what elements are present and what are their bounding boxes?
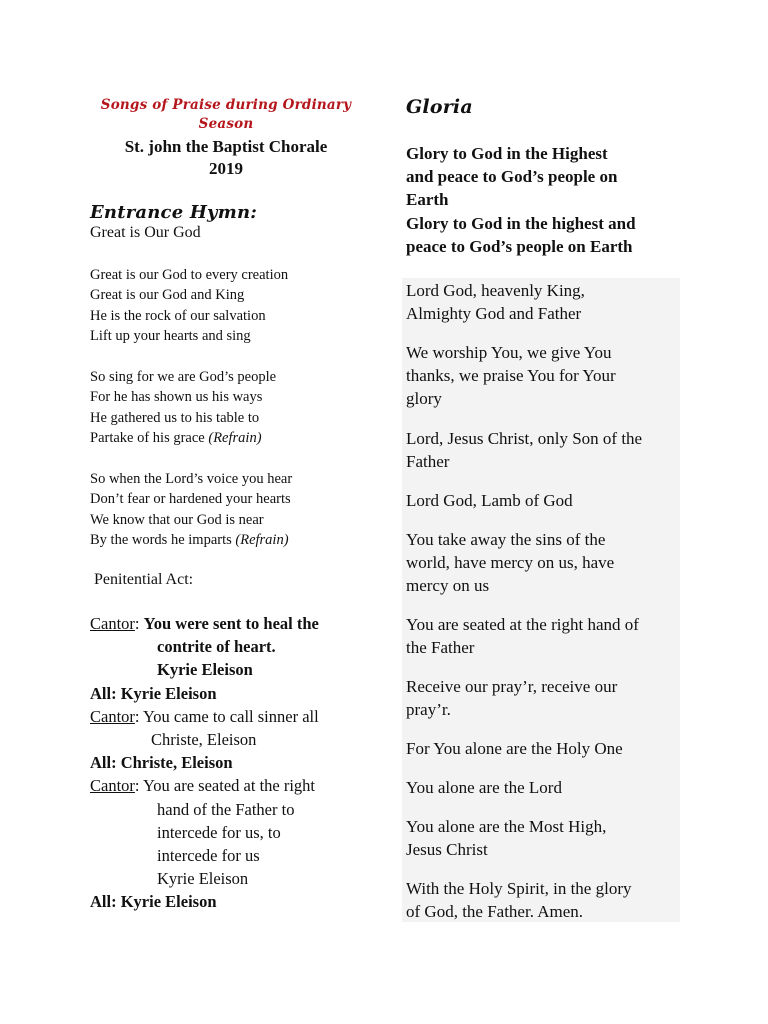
refrain-marker: (Refrain) [235, 531, 289, 548]
gloria-intro: Glory to God in the Highest and peace to God’s people on Earth Glory to God in the highest and peace to God’s people on Earth [406, 144, 636, 256]
refrain-marker: (Refrain) [208, 429, 262, 446]
gloria-stanza: Lord, Jesus Christ, only Son of the Father [406, 429, 643, 472]
verse-2: So sing for we are God’s people For he has shown us his ways He gathered us to his table to Partake of his grace (Refrain) [90, 369, 277, 446]
gloria-stanza: Lord God, Lamb of God [406, 491, 573, 510]
verse-3: So when the Lord’s voice you hear Don’t fear or hardened your hearts We know that our God is near By the words he imparts (Refrain) [90, 471, 293, 548]
gloria-stanza: You take away the sins of the world, have mercy on us, have mercy on us [406, 530, 615, 596]
gloria-stanza: For You alone are the Holy One [406, 739, 623, 758]
gloria-heading: Gloria [406, 96, 473, 118]
entrance-hymn-heading: Entrance Hymn: [90, 202, 258, 223]
page-title: Songs of Praise during Ordinary Season [100, 97, 352, 132]
gloria-stanza: Lord God, heavenly King, Almighty God and Father [406, 281, 585, 324]
verse-1: Great is our God to every creation Great is our God and King He is the rock of our salvation Lift up your hearts and sing [90, 267, 289, 344]
gloria-stanza: We worship You, we give You thanks, we praise You for Your glory [406, 343, 616, 409]
chorale-name: St. john the Baptist Chorale 2019 [124, 137, 328, 178]
penitential-act-heading: Penitential Act: [94, 571, 194, 588]
gloria-stanza: You alone are the Lord [406, 778, 562, 797]
penitential-act: Cantor: You were sent to heal the contrite of heart. Kyrie Eleison All: Kyrie Eleison Cantor: You came to call sinner all Christe, Eleison All: Christe, Eleison Cantor: You are seated at the right hand of the Father to intercede for us, to intercede for us Kyrie Eleison All: Kyrie Eleison [90, 614, 319, 912]
gloria-stanza: With the Holy Spirit, in the glory of God, the Father. Amen. [406, 879, 632, 922]
hymn-title: Great is Our God [90, 224, 201, 241]
gloria-stanza: You alone are the Most High, Jesus Christ [406, 817, 607, 860]
gloria-stanza: Receive our pray’r, receive our pray’r. [406, 677, 618, 720]
gloria-stanza: You are seated at the right hand of the Father [406, 615, 639, 658]
